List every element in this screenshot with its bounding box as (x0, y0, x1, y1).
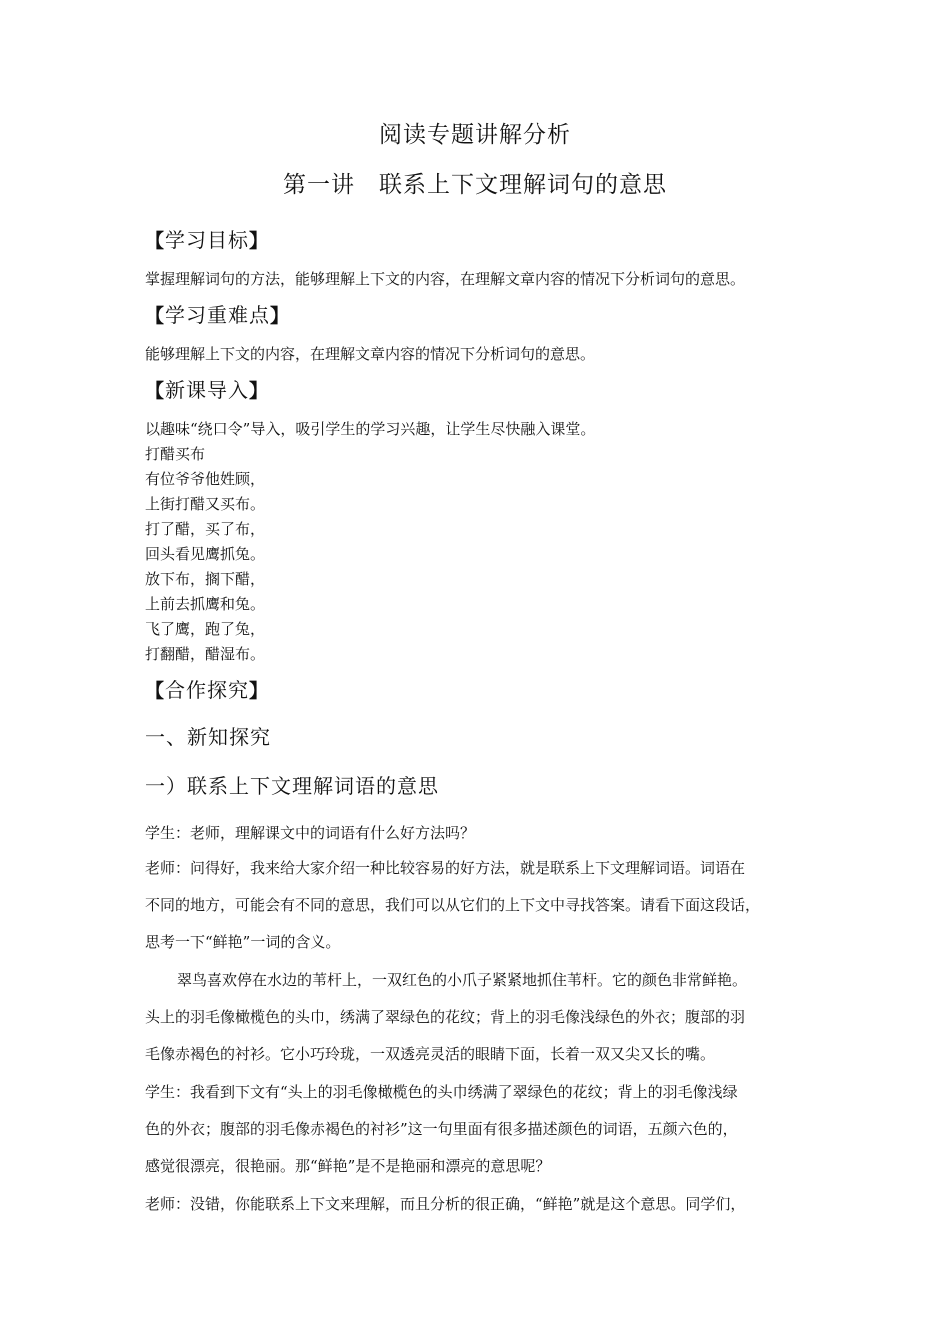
paragraph-line: 感觉很漂亮，很艳丽。那“鲜艳”是不是艳丽和漂亮的意思呢？ (145, 1157, 551, 1175)
student-question-1: 学生：老师，理解课文中的词语有什么好方法吗？ (145, 824, 476, 842)
key-points-text: 能够理解上下文的内容，在理解文章内容的情况下分析词句的意思。 (145, 345, 596, 363)
tongue-twister-line: 上街打醋又买布。 (145, 495, 266, 513)
paragraph-line: 不同的地方，可能会有不同的意思，我们可以从它们的上下文中寻找答案。请看下面这段话， (145, 896, 761, 914)
tongue-twister-line: 打翻醋，醋湿布。 (145, 645, 266, 663)
tongue-twister-line: 上前去抓鹰和兔。 (145, 595, 266, 613)
paragraph-line: 头上的羽毛像橄榄色的头巾，绣满了翠绿色的花纹；背上的羽毛像浅绿色的外衣；腹部的羽 (145, 1008, 746, 1026)
tongue-twister-line: 有位爷爷他姓顾， (145, 470, 266, 488)
heading-learning-goals: 【学习目标】 (145, 228, 270, 252)
teacher-answer-1 (145, 850, 809, 961)
heading-cooperative-inquiry: 【合作探究】 (145, 678, 270, 702)
passage-kingfisher (145, 962, 809, 1073)
lesson-subtitle: 第一讲 联系上下文理解词句的意思 (283, 172, 667, 198)
tongue-twister-line: 放下布，搁下醋， (145, 570, 266, 588)
section-context-words: 一）联系上下文理解词语的意思 (145, 774, 439, 798)
tongue-twister-line: 飞了鹰，跑了兔， (145, 620, 266, 638)
tongue-twister-title: 打醋买布 (145, 445, 206, 463)
tongue-twister-line: 回头看见鹰抓兔。 (145, 545, 266, 563)
intro-line: 以趣味“绕口令”导入，吸引学生的学习兴趣，让学生尽快融入课堂。 (145, 420, 596, 438)
paragraph-line: 老师：没错，你能联系上下文来理解，而且分析的很正确，“鲜艳”就是这个意思。同学们， (145, 1195, 746, 1213)
paragraph-line: 色的外衣；腹部的羽毛像赤褐色的衬衫”这一句里面有很多描述颜色的词语，五颜六色的， (145, 1120, 738, 1138)
paragraph-line: 学生：我看到下文有“头上的羽毛像橄榄色的头巾绣满了翠绿色的花纹；背上的羽毛像浅绿 (145, 1083, 738, 1101)
teacher-answer-2 (145, 1186, 809, 1223)
tongue-twister-line: 打了醋，买了布， (145, 520, 266, 538)
document-title: 阅读专题讲解分析 (379, 122, 571, 148)
paragraph-line: 毛像赤褐色的衬衫。它小巧玲珑，一双透亮灵活的眼睛下面，长着一双又尖又长的嘴。 (145, 1045, 716, 1063)
heading-new-lesson-intro: 【新课导入】 (145, 378, 270, 402)
section-new-knowledge: 一、新知探究 (145, 725, 271, 749)
heading-key-points: 【学习重难点】 (145, 303, 291, 327)
learning-goals-text: 掌握理解词句的方法，能够理解上下文的内容，在理解文章内容的情况下分析词句的意思。 (145, 270, 746, 288)
paragraph-line: 思考一下“鲜艳”一词的含义。 (145, 933, 341, 951)
paragraph-line: 老师：问得好，我来给大家介绍一种比较容易的好方法，就是联系上下文理解词语。词语在 (145, 859, 746, 877)
student-question-2 (145, 1074, 809, 1185)
paragraph-line: 翠鸟喜欢停在水边的苇杆上，一双红色的小爪子紧紧地抓住苇杆。它的颜色非常鲜艳。 (177, 971, 748, 989)
